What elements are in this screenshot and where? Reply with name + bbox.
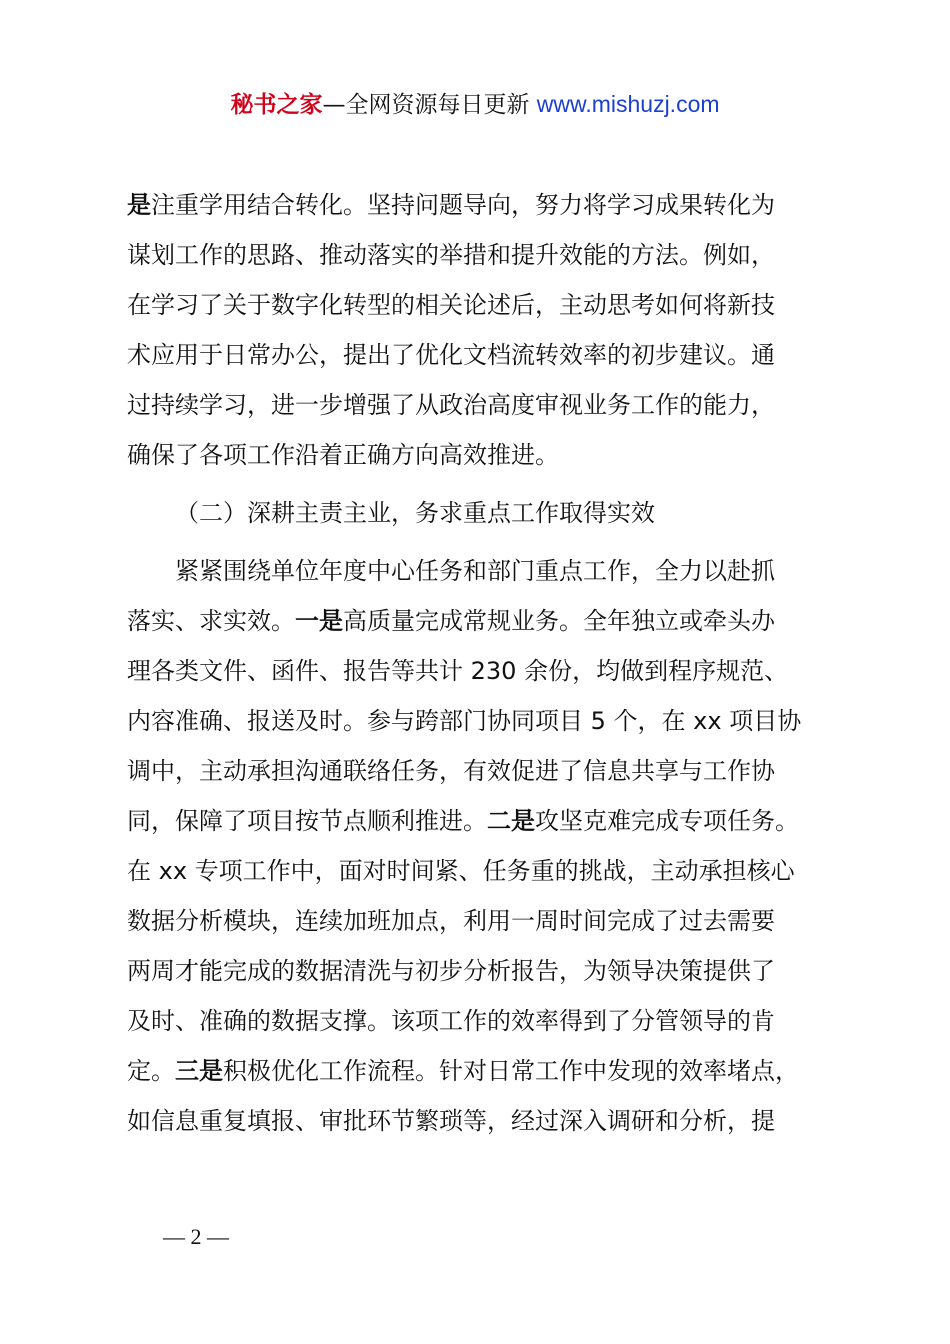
text-line: 谋划工作的思路、推动落实的举措和提升效能的方法。例如， — [127, 241, 775, 269]
text-line: 如信息重复填报、审批环节繁琐等，经过深入调研和分析，提 — [127, 1107, 775, 1135]
brand-name: 秘书之家 — [230, 92, 323, 118]
text-line: 同，保障了项目按节点顺利推进。二是攻坚克难完成专项任务。 — [127, 807, 799, 835]
text-line: 确保了各项工作沿着正确方向高效推进。 — [127, 441, 559, 469]
text-line: 数据分析模块，连续加班加点，利用一周时间完成了过去需要 — [127, 907, 775, 935]
text-line: 落实、求实效。一是高质量完成常规业务。全年独立或牵头办 — [127, 607, 775, 635]
section-heading: （二）深耕主责主业，务求重点工作取得实效 — [175, 499, 655, 527]
header-tagline: 全网资源每日更新 — [345, 92, 537, 118]
text-line: 理各类文件、函件、报告等共计 230 余份，均做到程序规范、 — [127, 657, 789, 685]
page-number: — 2 — — [163, 1224, 229, 1249]
text-line: 内容准确、报送及时。参与跨部门协同项目 5 个，在 xx 项目协 — [127, 707, 802, 735]
text-line: 在学习了关于数字化转型的相关论述后，主动思考如何将新技 — [127, 291, 775, 319]
text-line: 是注重学用结合转化。坚持问题导向，努力将学习成果转化为 — [127, 191, 775, 219]
text-line: 紧紧围绕单位年度中心任务和部门重点工作，全力以赴抓 — [175, 557, 775, 585]
document-body — [127, 180, 853, 1146]
text-line: 调中，主动承担沟通联络任务，有效促进了信息共享与工作协 — [127, 757, 775, 785]
text-line: 过持续学习，进一步增强了从政治高度审视业务工作的能力， — [127, 391, 775, 419]
text-line: 两周才能完成的数据清洗与初步分析报告，为领导决策提供了 — [127, 957, 775, 985]
text-line: 在 xx 专项工作中，面对时间紧、任务重的挑战，主动承担核心 — [127, 857, 795, 885]
text-line: 术应用于日常办公，提出了优化文档流转效率的初步建议。通 — [127, 341, 775, 369]
header-dash: — — [322, 92, 346, 118]
header-url-link[interactable]: www.mishuzj.com — [536, 91, 720, 117]
text-line: 定。三是积极优化工作流程。针对日常工作中发现的效率堵点， — [127, 1057, 799, 1085]
text-line: 及时、准确的数据支撑。该项工作的效率得到了分管领导的肯 — [127, 1007, 775, 1035]
page-header — [0, 88, 950, 121]
